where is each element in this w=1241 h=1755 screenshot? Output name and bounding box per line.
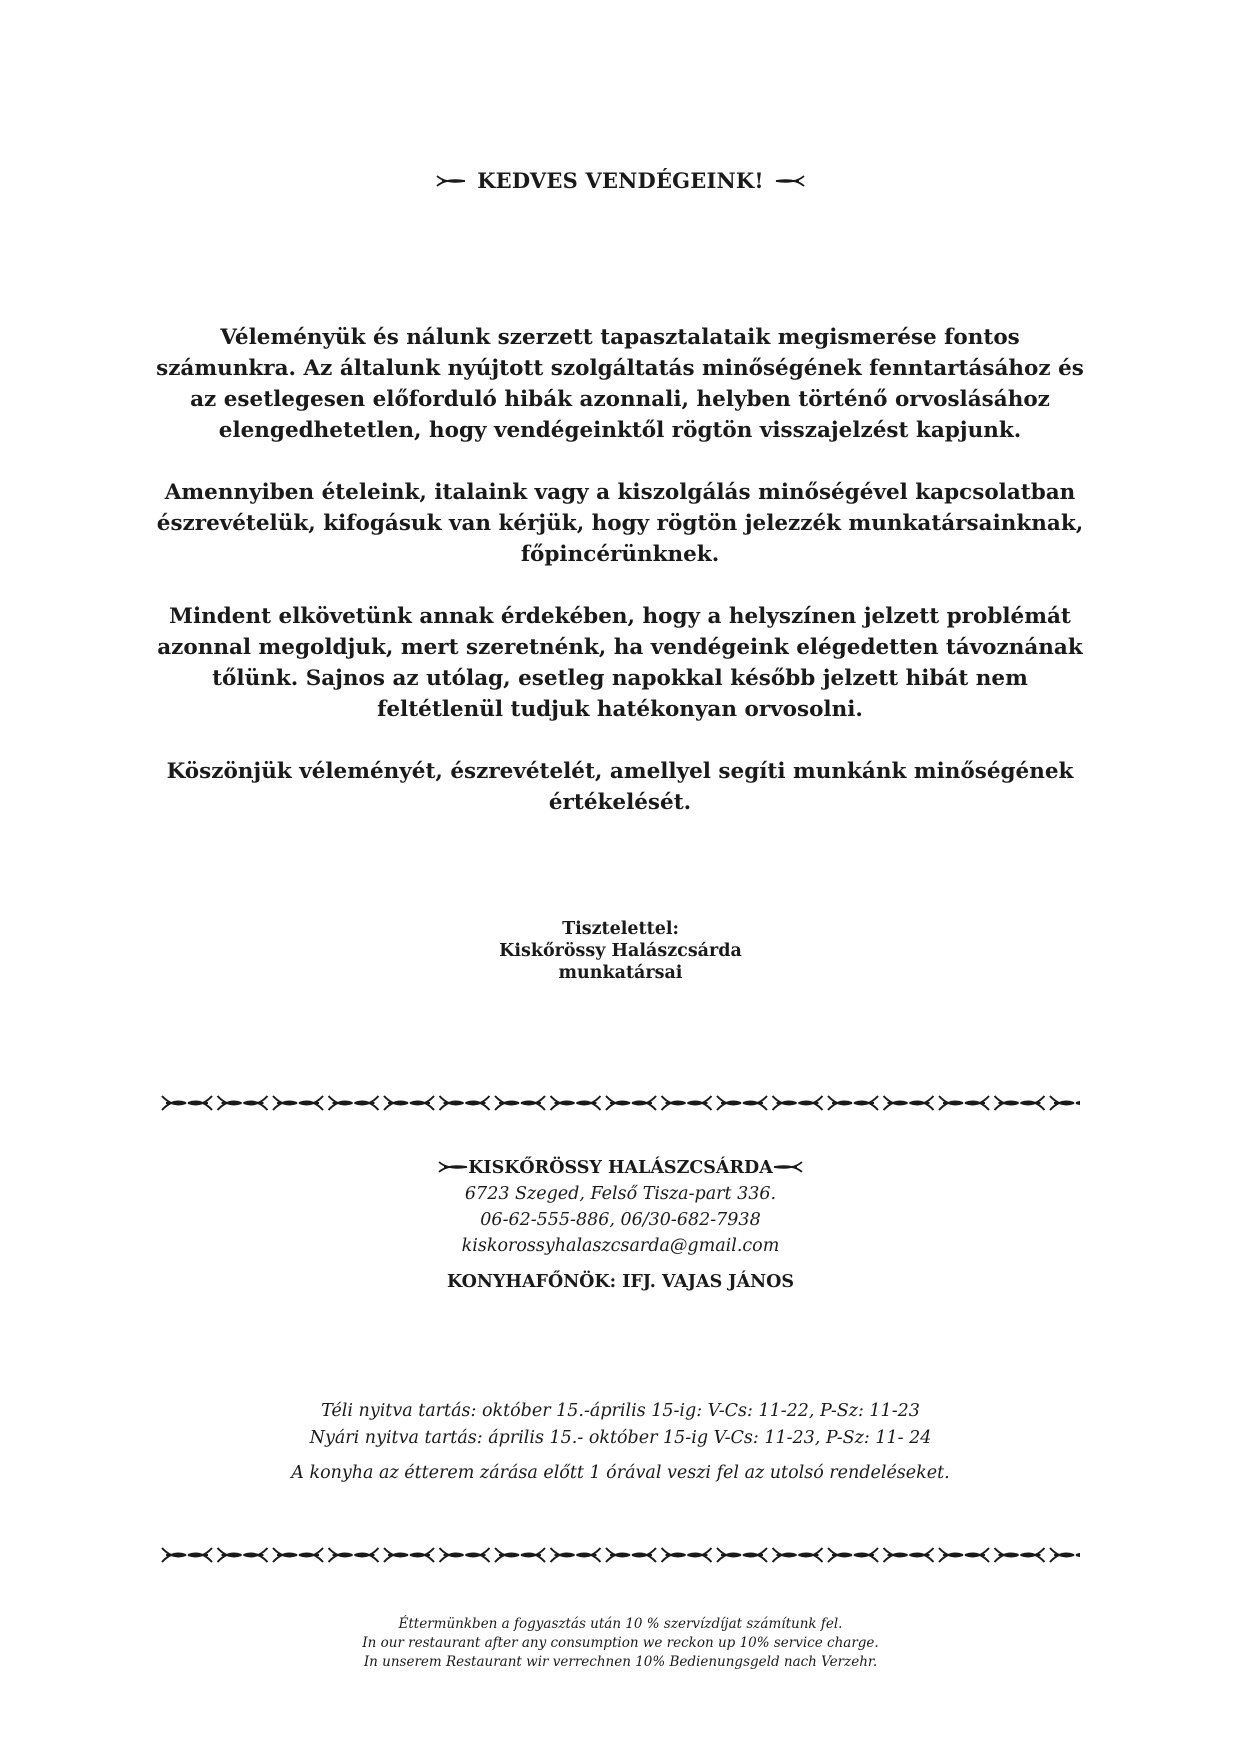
flourish-icon xyxy=(995,1548,1045,1562)
flourish-icon xyxy=(884,1548,934,1562)
service-charge-note xyxy=(0,1615,1241,1672)
flourish-icon xyxy=(384,1096,434,1110)
flourish-icon xyxy=(828,1096,878,1110)
flourish-icon xyxy=(438,1159,468,1175)
flourish-icon xyxy=(436,172,466,190)
flourish-icon xyxy=(329,1548,379,1562)
flourish-icon xyxy=(773,1096,823,1110)
flourish-icon xyxy=(773,1548,823,1562)
flourish-icon xyxy=(162,1096,212,1110)
summer-hours: Nyári nyitva tartás: április 15.- október 15-ig V-Cs: 11-23, P-Sz: 11- 24 xyxy=(309,1428,932,1448)
flourish-icon xyxy=(939,1096,989,1110)
phone-numbers: 06-62-555-886, 06/30-682-7938 xyxy=(480,1210,761,1230)
flourish-icon xyxy=(440,1096,490,1110)
winter-hours: Téli nyitva tartás: október 15.-április 15-ig: V-Cs: 11-22, P-Sz: 11-23 xyxy=(321,1401,920,1421)
flourish-icon xyxy=(440,1548,490,1562)
flourish-icon xyxy=(717,1096,767,1110)
flourish-icon xyxy=(884,1096,934,1110)
flourish-icon xyxy=(162,1548,212,1562)
head-chef: KONYHAFŐNÖK: IFJ. VAJAS JÁNOS xyxy=(446,1272,795,1292)
message-paragraph: Köszönjük véleményét, észrevételét, amellyel segíti munkánk minőségének értékelését. xyxy=(166,759,1074,815)
flourish-icon xyxy=(606,1096,656,1110)
signature-greeting: Tisztelettel: xyxy=(562,919,679,939)
service-note-hu: Éttermünkben a fogyasztás után 10 % szervízdíjat számítunk fel. xyxy=(398,1616,843,1632)
flourish-icon xyxy=(273,1096,323,1110)
heading-title: KEDVES VENDÉGEINK! xyxy=(477,168,764,193)
service-note-de: In unserem Restaurant wir verrechnen 10% Bedienungsgeld nach Verzehr. xyxy=(363,1654,878,1670)
flourish-icon xyxy=(384,1548,434,1562)
flourish-icon xyxy=(662,1548,712,1562)
message-paragraph: Mindent elkövetünk annak érdekében, hogy a helyszínen jelzett problémát azonnal megoldjuk, mert szeretnénk, ha vendégeink elégedetten távoznának tőlünk. Sajnos az utólag, esetleg napokkal később jelzett hibát nem feltétlenül tudjuk hatékonyan orvosolni. xyxy=(157,604,1083,722)
flourish-icon xyxy=(717,1548,767,1562)
address: 6723 Szeged, Felső Tisza-part 336. xyxy=(464,1184,777,1204)
flourish-icon xyxy=(273,1548,323,1562)
guest-message xyxy=(150,322,1090,818)
kitchen-note: A konyha az étterem zárása előtt 1 órával veszi fel az utolsó rendeléseket. xyxy=(291,1463,950,1483)
flourish-icon xyxy=(551,1548,601,1562)
signature-company: Kiskőrössy Halászcsárda xyxy=(499,941,742,961)
message-paragraph: Amennyiben ételeink, italaink vagy a kiszolgálás minőségével kapcsolatban észrevételük, kifogásuk van kérjük, hogy rögtön jelezzék munkatársainknak, főpincérünknek. xyxy=(156,480,1084,567)
service-note-en: In our restaurant after any consumption we reckon up 10% service charge. xyxy=(362,1635,879,1651)
flourish-icon xyxy=(551,1096,601,1110)
flourish-icon xyxy=(495,1096,545,1110)
flourish-icon xyxy=(995,1096,1045,1110)
ornament-divider xyxy=(160,1540,1080,1570)
email-address[interactable]: kiskorossyhalaszcsarda@gmail.com xyxy=(461,1236,780,1256)
flourish-icon xyxy=(218,1548,268,1562)
flourish-icon xyxy=(1050,1548,1080,1562)
flourish-row-icon xyxy=(160,1088,1080,1118)
page-heading xyxy=(0,168,1241,193)
signature-block xyxy=(0,918,1241,984)
flourish-icon xyxy=(662,1096,712,1110)
restaurant-name: KISKŐRÖSSY HALÁSZCSÁRDA xyxy=(0,1155,1241,1181)
flourish-icon xyxy=(775,172,805,190)
contact-block xyxy=(0,1155,1241,1295)
flourish-icon xyxy=(218,1096,268,1110)
flourish-icon xyxy=(1050,1096,1080,1110)
flourish-icon xyxy=(939,1548,989,1562)
flourish-icon xyxy=(329,1096,379,1110)
flourish-icon xyxy=(773,1159,803,1175)
flourish-row-icon xyxy=(160,1540,1080,1570)
flourish-icon xyxy=(495,1548,545,1562)
flourish-icon xyxy=(828,1548,878,1562)
message-paragraph: Véleményük és nálunk szerzett tapasztalataik megismerése fontos számunkra. Az általunk nyújtott szolgáltatás minőségének fenntartásához és az esetlegesen előforduló hibák azonnali, helyben történő orvoslásához elengedhetetlen, hogy vendégeinktől rögtön visszajelzést kapjunk. xyxy=(156,325,1084,443)
signature-staff: munkatársai xyxy=(558,963,683,983)
opening-hours xyxy=(0,1398,1241,1487)
ornament-divider xyxy=(160,1088,1080,1118)
flourish-icon xyxy=(606,1548,656,1562)
